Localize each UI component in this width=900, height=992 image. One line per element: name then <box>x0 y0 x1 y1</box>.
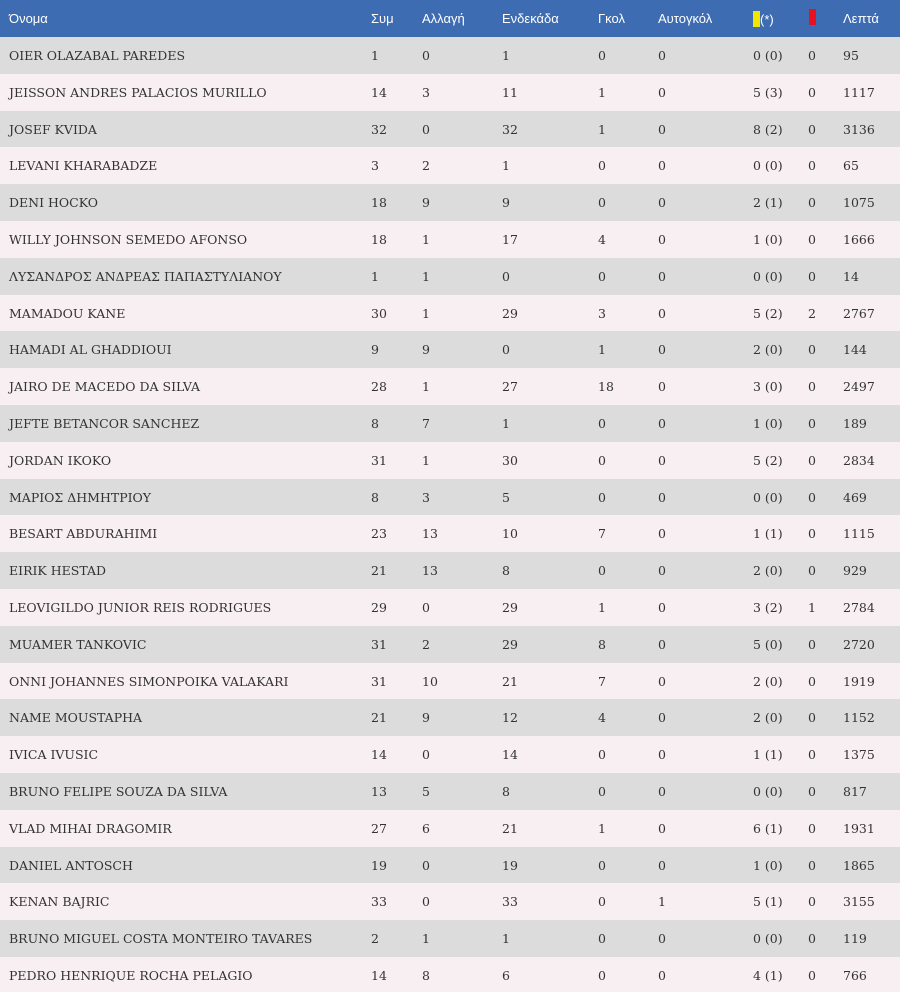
table-row[interactable] <box>0 589 900 626</box>
starts-cell: 5 <box>502 489 510 505</box>
player-name[interactable]: BRUNO FELIPE SOUZA DA SILVA <box>9 783 228 799</box>
substitutions-cell: 13 <box>422 563 438 579</box>
appearances-cell: 33 <box>371 894 387 910</box>
minutes-cell: 95 <box>843 48 859 63</box>
yellow-cards-cell: 0 (0) <box>753 158 783 174</box>
player-name[interactable]: WILLY JOHNSON SEMEDO AFONSO <box>9 231 248 247</box>
player-name[interactable]: MAMADOU KANE <box>9 305 126 321</box>
starts-cell: 1 <box>502 158 510 174</box>
player-name[interactable]: JEFTE BETANCOR SANCHEZ <box>9 415 200 431</box>
starts-cell: 29 <box>502 599 518 615</box>
minutes-cell: 3155 <box>843 894 875 910</box>
red-cards-cell: 1 <box>808 599 816 615</box>
goals-cell: 4 <box>598 710 606 726</box>
minutes-cell: 1152 <box>843 710 875 726</box>
substitutions-cell: 2 <box>422 158 430 174</box>
appearances-cell: 28 <box>371 379 387 395</box>
own-goals-cell: 0 <box>658 379 666 395</box>
yellow-cards-cell: 8 (2) <box>753 121 783 137</box>
starts-cell: 1 <box>502 931 510 947</box>
yellow-cards-cell: 1 (0) <box>753 415 783 431</box>
own-goals-cell: 0 <box>658 673 666 689</box>
starts-cell: 30 <box>502 452 518 468</box>
goals-cell: 1 <box>598 84 606 100</box>
red-cards-cell: 0 <box>808 158 816 174</box>
appearances-cell: 2 <box>371 931 379 947</box>
yellow-cards-cell: 0 (0) <box>753 931 783 947</box>
substitutions-cell: 1 <box>422 305 430 321</box>
own-goals-cell: 0 <box>658 121 666 137</box>
yellow-cards-cell: 1 (0) <box>753 231 783 247</box>
own-goals-cell: 0 <box>658 452 666 468</box>
red-cards-cell: 0 <box>808 231 816 247</box>
player-name[interactable]: DANIEL ANTOSCH <box>9 857 133 873</box>
goals-cell: 4 <box>598 231 606 247</box>
table-row[interactable] <box>0 479 900 516</box>
column-header-appearances[interactable]: Συμ <box>371 11 394 26</box>
player-name[interactable]: MUAMER TANKOVIC <box>9 636 147 652</box>
minutes-cell: 1666 <box>843 231 875 247</box>
yellow-cards-cell: 3 (2) <box>753 599 783 615</box>
player-name[interactable]: LEVANI KHARABADZE <box>9 158 158 174</box>
red-card-icon[interactable] <box>809 9 816 25</box>
column-header-substitutions[interactable]: Αλλαγή <box>422 11 465 26</box>
minutes-cell: 1075 <box>843 195 875 211</box>
substitutions-cell: 9 <box>422 342 430 358</box>
appearances-cell: 21 <box>371 563 387 579</box>
yellow-cards-cell: 5 (3) <box>753 84 783 100</box>
player-name[interactable]: PEDRO HENRIQUE ROCHA PELAGIO <box>9 967 253 983</box>
minutes-cell: 469 <box>843 489 867 505</box>
player-name[interactable]: ΛΥΣΑΝΔΡΟΣ ΑΝΔΡΕΑΣ ΠΑΠΑΣΤΥΛΙΑΝΟΥ <box>9 268 282 284</box>
minutes-cell: 2784 <box>843 599 875 615</box>
table-row[interactable] <box>0 810 900 847</box>
starts-cell: 0 <box>502 342 510 358</box>
red-cards-cell: 0 <box>808 489 816 505</box>
table-row[interactable] <box>0 847 900 884</box>
own-goals-cell: 0 <box>658 195 666 211</box>
minutes-cell: 2834 <box>843 452 875 468</box>
appearances-cell: 29 <box>371 599 387 615</box>
starts-cell: 8 <box>502 783 510 799</box>
goals-cell: 0 <box>598 783 606 799</box>
yellow-cards-cell: 1 (0) <box>753 857 783 873</box>
starts-cell: 21 <box>502 673 518 689</box>
substitutions-cell: 0 <box>422 857 430 873</box>
table-row[interactable] <box>0 258 900 295</box>
yellow-cards-cell: 4 (1) <box>753 967 783 983</box>
goals-cell: 0 <box>598 931 606 947</box>
appearances-cell: 27 <box>371 820 387 836</box>
substitutions-cell: 9 <box>422 710 430 726</box>
red-cards-cell: 0 <box>808 636 816 652</box>
table-row[interactable] <box>0 773 900 810</box>
goals-cell: 0 <box>598 48 606 63</box>
own-goals-cell: 0 <box>658 820 666 836</box>
player-name[interactable]: JAIRO DE MACEDO DA SILVA <box>9 379 201 395</box>
red-cards-cell: 0 <box>808 710 816 726</box>
red-cards-cell: 0 <box>808 268 816 284</box>
goals-cell: 0 <box>598 747 606 763</box>
table-row[interactable] <box>0 147 900 184</box>
substitutions-cell: 1 <box>422 231 430 247</box>
minutes-cell: 2720 <box>843 636 875 652</box>
minutes-cell: 1931 <box>843 820 875 836</box>
own-goals-cell: 0 <box>658 599 666 615</box>
goals-cell: 1 <box>598 121 606 137</box>
substitutions-cell: 1 <box>422 452 430 468</box>
column-header-name[interactable]: Όνομα <box>9 11 48 26</box>
own-goals-cell: 0 <box>658 231 666 247</box>
appearances-cell: 31 <box>371 452 387 468</box>
table-row[interactable] <box>0 295 900 332</box>
starts-cell: 10 <box>502 526 518 542</box>
yellow-cards-cell: 0 (0) <box>753 268 783 284</box>
red-cards-cell: 0 <box>808 894 816 910</box>
red-cards-cell: 0 <box>808 48 816 63</box>
substitutions-cell: 0 <box>422 894 430 910</box>
starts-cell: 1 <box>502 415 510 431</box>
goals-cell: 1 <box>598 599 606 615</box>
yellow-cards-cell: 3 (0) <box>753 379 783 395</box>
player-name[interactable]: KENAN BAJRIC <box>9 894 110 910</box>
appearances-cell: 21 <box>371 710 387 726</box>
player-name[interactable]: HAMADI AL GHADDIOUI <box>9 342 172 358</box>
minutes-cell: 3136 <box>843 121 875 137</box>
red-cards-cell: 0 <box>808 820 816 836</box>
yellow-cards-cell: 2 (0) <box>753 563 783 579</box>
yellow-cards-cell: 2 (0) <box>753 342 783 358</box>
minutes-cell: 2497 <box>843 379 875 395</box>
player-name[interactable]: JORDAN IKOKO <box>9 452 112 468</box>
goals-cell: 7 <box>598 526 606 542</box>
goals-cell: 18 <box>598 379 614 395</box>
player-name[interactable]: VLAD MIHAI DRAGOMIR <box>9 820 172 836</box>
table-row[interactable] <box>0 368 900 405</box>
appearances-cell: 8 <box>371 415 379 431</box>
own-goals-cell: 0 <box>658 268 666 284</box>
starts-cell: 14 <box>502 747 518 763</box>
red-cards-cell: 0 <box>808 857 816 873</box>
appearances-cell: 14 <box>371 967 387 983</box>
substitutions-cell: 7 <box>422 415 430 431</box>
substitutions-cell: 1 <box>422 379 430 395</box>
appearances-cell: 14 <box>371 747 387 763</box>
table-row[interactable] <box>0 37 900 74</box>
player-name[interactable]: NAME MOUSTAPHA <box>9 710 143 726</box>
appearances-cell: 18 <box>371 231 387 247</box>
substitutions-cell: 0 <box>422 599 430 615</box>
table-header <box>0 0 900 37</box>
table-row[interactable] <box>0 442 900 479</box>
goals-cell: 3 <box>598 305 606 321</box>
yellow-cards-cell: 1 (1) <box>753 526 783 542</box>
red-cards-cell: 0 <box>808 563 816 579</box>
yellow-cards-cell: 2 (1) <box>753 195 783 211</box>
red-cards-cell: 0 <box>808 967 816 983</box>
table-row[interactable] <box>0 626 900 663</box>
substitutions-cell: 0 <box>422 747 430 763</box>
substitutions-cell: 3 <box>422 489 430 505</box>
starts-cell: 6 <box>502 967 510 983</box>
own-goals-cell: 0 <box>658 931 666 947</box>
appearances-cell: 23 <box>371 526 387 542</box>
goals-cell: 0 <box>598 268 606 284</box>
starts-cell: 27 <box>502 379 518 395</box>
own-goals-cell: 0 <box>658 48 666 63</box>
own-goals-cell: 0 <box>658 415 666 431</box>
yellow-cards-cell: 6 (1) <box>753 820 783 836</box>
own-goals-cell: 0 <box>658 84 666 100</box>
own-goals-cell: 0 <box>658 342 666 358</box>
table-row[interactable] <box>0 957 900 992</box>
minutes-cell: 14 <box>843 268 859 284</box>
minutes-cell: 65 <box>843 158 859 174</box>
red-cards-cell: 2 <box>808 305 816 321</box>
starts-cell: 1 <box>502 48 510 63</box>
column-header-goals[interactable]: Γκολ <box>598 11 625 26</box>
starts-cell: 29 <box>502 305 518 321</box>
starts-cell: 29 <box>502 636 518 652</box>
table-row[interactable] <box>0 883 900 920</box>
yellow-card-icon <box>753 11 760 27</box>
appearances-cell: 13 <box>371 783 387 799</box>
goals-cell: 0 <box>598 195 606 211</box>
yellow-cards-cell: 0 (0) <box>753 783 783 799</box>
appearances-cell: 18 <box>371 195 387 211</box>
red-cards-cell: 0 <box>808 673 816 689</box>
own-goals-cell: 0 <box>658 636 666 652</box>
table-row[interactable] <box>0 221 900 258</box>
starts-cell: 21 <box>502 820 518 836</box>
own-goals-cell: 1 <box>658 894 666 910</box>
player-name[interactable]: JOSEF KVIDA <box>9 121 97 137</box>
starts-cell: 12 <box>502 710 518 726</box>
table-row[interactable] <box>0 699 900 736</box>
player-name[interactable]: BESART ABDURAHIMI <box>9 526 158 542</box>
goals-cell: 0 <box>598 452 606 468</box>
substitutions-cell: 1 <box>422 268 430 284</box>
own-goals-cell: 0 <box>658 710 666 726</box>
appearances-cell: 19 <box>371 857 387 873</box>
starts-cell: 32 <box>502 121 518 137</box>
red-cards-cell: 0 <box>808 342 816 358</box>
table-row[interactable] <box>0 663 900 700</box>
appearances-cell: 3 <box>371 158 379 174</box>
appearances-cell: 14 <box>371 84 387 100</box>
substitutions-cell: 1 <box>422 931 430 947</box>
player-name[interactable]: BRUNO MIGUEL COSTA MONTEIRO TAVARES <box>9 931 313 947</box>
own-goals-cell: 0 <box>658 305 666 321</box>
appearances-cell: 30 <box>371 305 387 321</box>
table-row[interactable] <box>0 515 900 552</box>
player-name[interactable]: IVICA IVUSIC <box>9 747 99 763</box>
red-cards-cell: 0 <box>808 526 816 542</box>
minutes-cell: 189 <box>843 415 867 431</box>
minutes-cell: 1865 <box>843 857 875 873</box>
goals-cell: 0 <box>598 489 606 505</box>
own-goals-cell: 0 <box>658 489 666 505</box>
appearances-cell: 9 <box>371 342 379 358</box>
substitutions-cell: 9 <box>422 195 430 211</box>
own-goals-cell: 0 <box>658 967 666 983</box>
player-name[interactable]: DENI HOCKO <box>9 195 98 211</box>
red-cards-cell: 0 <box>808 783 816 799</box>
minutes-cell: 2767 <box>843 305 875 321</box>
own-goals-cell: 0 <box>658 526 666 542</box>
yellow-cards-cell: 2 (0) <box>753 710 783 726</box>
substitutions-cell: 13 <box>422 526 438 542</box>
yellow-cards-cell: 0 (0) <box>753 48 783 63</box>
own-goals-cell: 0 <box>658 158 666 174</box>
goals-cell: 1 <box>598 820 606 836</box>
table-row[interactable] <box>0 74 900 111</box>
goals-cell: 0 <box>598 857 606 873</box>
starts-cell: 11 <box>502 84 518 100</box>
own-goals-cell: 0 <box>658 563 666 579</box>
substitutions-cell: 6 <box>422 820 430 836</box>
own-goals-cell: 0 <box>658 857 666 873</box>
goals-cell: 8 <box>598 636 606 652</box>
goals-cell: 0 <box>598 563 606 579</box>
yellow-cards-cell: 5 (1) <box>753 894 783 910</box>
table-body <box>0 37 900 992</box>
table-row[interactable] <box>0 736 900 773</box>
yellow-cards-cell: 1 (1) <box>753 747 783 763</box>
red-cards-cell: 0 <box>808 121 816 137</box>
goals-cell: 0 <box>598 158 606 174</box>
minutes-cell: 929 <box>843 563 867 579</box>
red-cards-cell: 0 <box>808 747 816 763</box>
red-cards-cell: 0 <box>808 379 816 395</box>
minutes-cell: 119 <box>843 931 867 947</box>
table-row[interactable] <box>0 920 900 957</box>
minutes-cell: 1919 <box>843 673 875 689</box>
own-goals-cell: 0 <box>658 747 666 763</box>
yellow-cards-cell: 2 (0) <box>753 673 783 689</box>
substitutions-cell: 3 <box>422 84 430 100</box>
player-name[interactable]: ΜΑΡΙΟΣ ΔΗΜΗΤΡΙΟΥ <box>9 489 152 505</box>
goals-cell: 7 <box>598 673 606 689</box>
red-cards-cell: 0 <box>808 195 816 211</box>
goals-cell: 0 <box>598 894 606 910</box>
minutes-cell: 144 <box>843 342 867 358</box>
goals-cell: 0 <box>598 415 606 431</box>
red-cards-cell: 0 <box>808 931 816 947</box>
substitutions-cell: 5 <box>422 783 430 799</box>
player-name[interactable]: LEOVIGILDO JUNIOR REIS RODRIGUES <box>9 599 272 615</box>
player-name[interactable]: EIRIK HESTAD <box>9 563 107 579</box>
goals-cell: 0 <box>598 967 606 983</box>
player-name[interactable]: JEISSON ANDRES PALACIOS MURILLO <box>9 84 267 100</box>
substitutions-cell: 10 <box>422 673 438 689</box>
column-header-minutes[interactable]: Λεπτά <box>843 11 879 26</box>
red-cards-cell: 0 <box>808 415 816 431</box>
minutes-cell: 1117 <box>843 84 875 100</box>
red-cards-cell: 0 <box>808 84 816 100</box>
yellow-card-suffix: (*) <box>760 12 774 27</box>
starts-cell: 8 <box>502 563 510 579</box>
column-header-starts[interactable]: Ενδεκάδα <box>502 11 559 26</box>
yellow-cards-cell: 5 (0) <box>753 636 783 652</box>
minutes-cell: 1375 <box>843 747 875 763</box>
substitutions-cell: 0 <box>422 48 430 63</box>
starts-cell: 17 <box>502 231 518 247</box>
table-row[interactable] <box>0 111 900 148</box>
starts-cell: 19 <box>502 857 518 873</box>
own-goals-cell: 0 <box>658 783 666 799</box>
table-row[interactable] <box>0 552 900 589</box>
minutes-cell: 1115 <box>843 526 875 542</box>
starts-cell: 33 <box>502 894 518 910</box>
substitutions-cell: 0 <box>422 121 430 137</box>
appearances-cell: 1 <box>371 268 379 284</box>
goals-cell: 1 <box>598 342 606 358</box>
table-row[interactable] <box>0 184 900 221</box>
column-header-own-goals[interactable]: Αυτογκόλ <box>658 11 713 26</box>
red-cards-cell: 0 <box>808 452 816 468</box>
appearances-cell: 31 <box>371 636 387 652</box>
substitutions-cell: 2 <box>422 636 430 652</box>
substitutions-cell: 8 <box>422 967 430 983</box>
minutes-cell: 766 <box>843 967 867 983</box>
table-row[interactable] <box>0 405 900 442</box>
yellow-cards-cell: 5 (2) <box>753 452 783 468</box>
appearances-cell: 32 <box>371 121 387 137</box>
yellow-cards-cell: 5 (2) <box>753 305 783 321</box>
appearances-cell: 31 <box>371 673 387 689</box>
column-header-yellow-cards[interactable] <box>753 11 774 27</box>
player-name[interactable]: ONNI JOHANNES SIMONPOIKA VALAKARI <box>9 673 289 689</box>
starts-cell: 9 <box>502 195 510 211</box>
player-name[interactable]: OIER OLAZABAL PAREDES <box>9 48 186 63</box>
appearances-cell: 8 <box>371 489 379 505</box>
minutes-cell: 817 <box>843 783 867 799</box>
yellow-cards-cell: 0 (0) <box>753 489 783 505</box>
appearances-cell: 1 <box>371 48 379 63</box>
table-row[interactable] <box>0 331 900 368</box>
starts-cell: 0 <box>502 268 510 284</box>
